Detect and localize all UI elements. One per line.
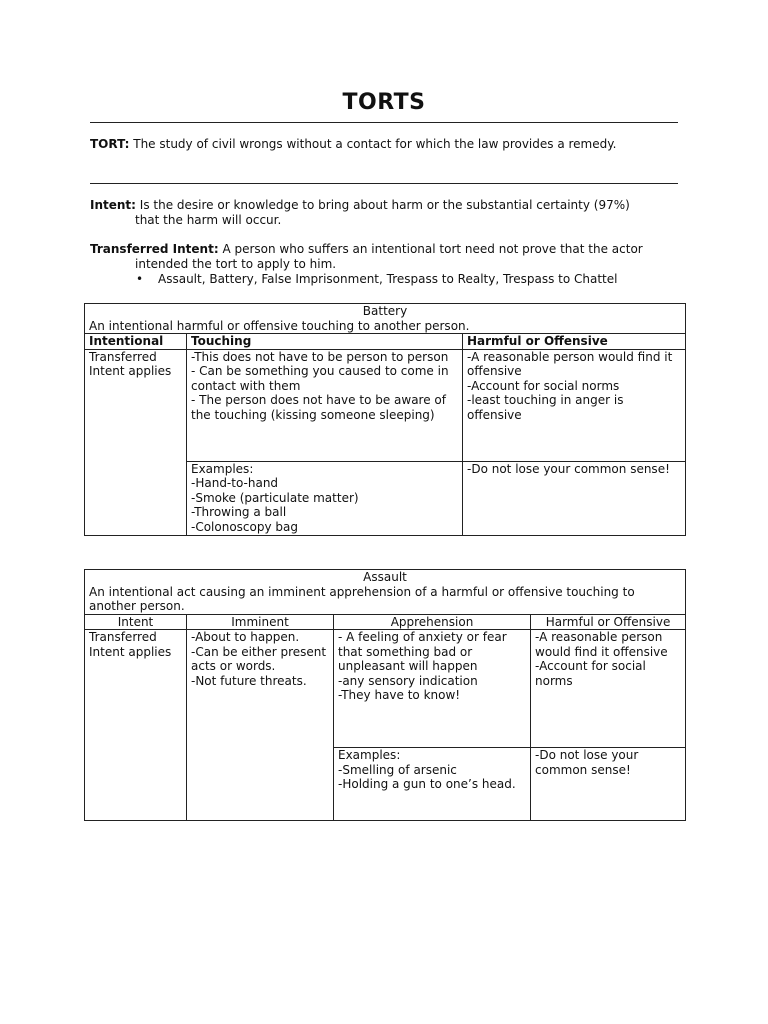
transferred-intent-bullet bbox=[136, 272, 696, 287]
page-title: TORTS bbox=[342, 90, 426, 115]
assault-header-harmful: Harmful or Offensive bbox=[531, 614, 686, 630]
assault-imminent-cell: -About to happen. -Can be either present acts or words. -Not future threats. bbox=[187, 630, 334, 821]
assault-definition: An intentional act causing an imminent apprehension of a harmful or offensive touching to another person. bbox=[89, 584, 635, 613]
intent-definition bbox=[90, 198, 680, 228]
battery-table bbox=[84, 303, 686, 536]
table-row bbox=[85, 304, 686, 334]
bullet-icon: • bbox=[136, 272, 144, 286]
table-row bbox=[85, 349, 686, 461]
assault-intent-cell: Transferred Intent applies bbox=[85, 630, 187, 821]
transferred-intent-line1: A person who suffers an intentional tort need not prove that the actor bbox=[218, 242, 643, 256]
assault-header-apprehension: Apprehension bbox=[334, 614, 531, 630]
battery-header-intentional: Intentional bbox=[85, 334, 187, 350]
assault-examples-cell: Examples: -Smelling of arsenic -Holding a gun to one’s head. bbox=[334, 748, 531, 821]
assault-common-sense-cell: -Do not lose your common sense! bbox=[531, 748, 686, 821]
battery-harmful-cell: -A reasonable person would find it offensive -Account for social norms -least touching in anger is offensive bbox=[463, 349, 686, 461]
intent-term: Intent: bbox=[90, 198, 136, 212]
intent-text-line2: that the harm will occur. bbox=[135, 213, 282, 227]
assault-header-imminent: Imminent bbox=[187, 614, 334, 630]
transferred-intent-line2: intended the tort to apply to him. bbox=[135, 257, 337, 271]
battery-heading: Battery bbox=[362, 304, 408, 318]
table-row bbox=[85, 570, 686, 615]
battery-touching-cell: -This does not have to be person to person - Can be something you caused to come in contact with them - The person does not have to be aware of the touching (kissing someone sleeping) bbox=[187, 349, 463, 461]
intent-text-line1: Is the desire or knowledge to bring about harm or the substantial certainty (97%) bbox=[135, 198, 630, 212]
table-row bbox=[85, 334, 686, 350]
battery-header-harmful: Harmful or Offensive bbox=[463, 334, 686, 350]
assault-title-cell bbox=[85, 570, 686, 615]
table-row bbox=[85, 614, 686, 630]
battery-intentional-cell: Transferred Intent applies bbox=[85, 349, 187, 535]
bullet-text: Assault, Battery, False Imprisonment, Trespass to Realty, Trespass to Chattel bbox=[158, 272, 618, 286]
battery-header-touching: Touching bbox=[187, 334, 463, 350]
tort-text: The study of civil wrongs without a contact for which the law provides a remedy. bbox=[129, 137, 617, 151]
assault-header-intent: Intent bbox=[85, 614, 187, 630]
assault-apprehension-cell: - A feeling of anxiety or fear that something bad or unpleasant will happen -any sensory indication -They have to know! bbox=[334, 630, 531, 748]
table-row bbox=[85, 630, 686, 748]
assault-heading: Assault bbox=[363, 570, 407, 584]
divider bbox=[90, 183, 678, 184]
battery-examples-cell: Examples: -Hand-to-hand -Smoke (particulate matter) -Throwing a ball -Colonoscopy bag bbox=[187, 461, 463, 535]
tort-term: TORT: bbox=[90, 137, 130, 151]
assault-harmful-cell: -A reasonable person would find it offensive -Account for social norms bbox=[531, 630, 686, 748]
transferred-intent-definition bbox=[90, 242, 680, 272]
divider bbox=[90, 122, 678, 123]
battery-common-sense-cell: -Do not lose your common sense! bbox=[463, 461, 686, 535]
assault-table bbox=[84, 569, 686, 821]
transferred-intent-term: Transferred Intent: bbox=[90, 242, 219, 256]
battery-definition: An intentional harmful or offensive touching to another person. bbox=[89, 318, 470, 333]
battery-title-cell bbox=[85, 304, 686, 334]
tort-definition bbox=[90, 137, 680, 152]
